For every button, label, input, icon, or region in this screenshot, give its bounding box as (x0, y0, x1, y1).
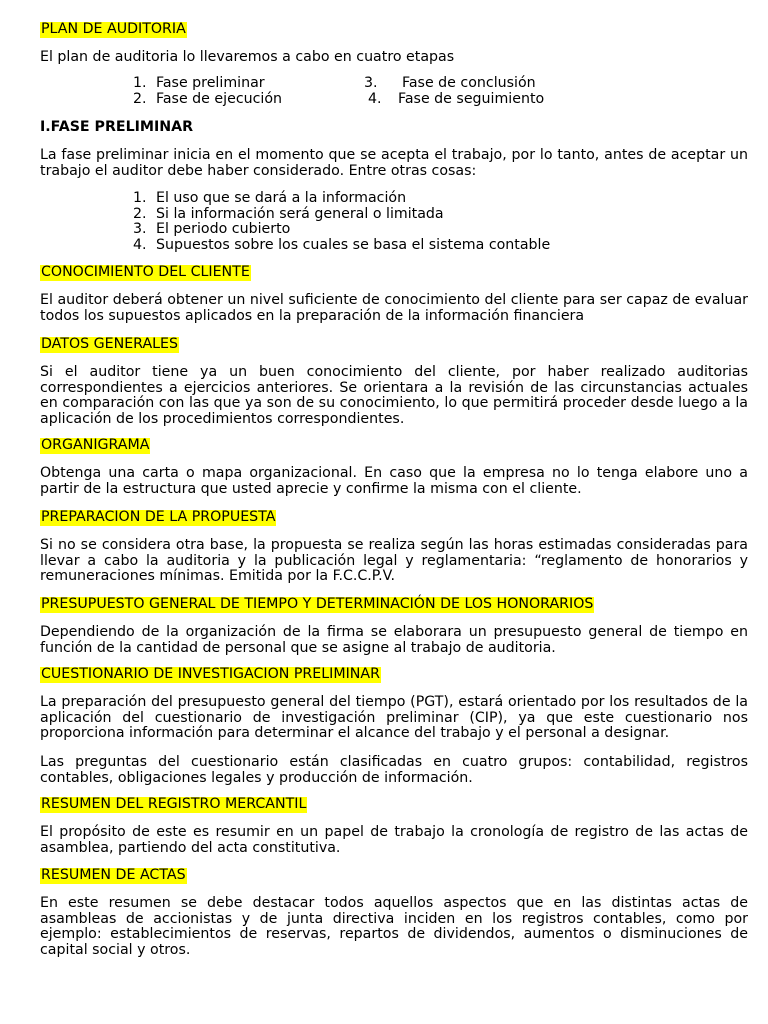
heading-datos: DATOS GENERALES (41, 336, 179, 352)
heading-fase-preliminar: I.FASE PRELIMINAR (40, 119, 194, 135)
heading-registro: RESUMEN DEL REGISTRO MERCANTIL (41, 796, 307, 812)
list-item: 3. El periodo cubierto (133, 221, 291, 238)
list-item: 2. Si la información será general o limitada (133, 205, 444, 222)
stage-num: 2. (133, 90, 147, 107)
stage-num: 3. (364, 75, 378, 91)
datos-text: Si el auditor tiene ya un buen conocimiento del cliente, por haber realizado auditorias correspondientes a ejercicios anteriores. Se orientara a la revisión de las circunstancias actuales en comparación con las que ya son de su conocimiento, lo que permitirá proceder desde luego a la aplicación de los procedimientos correspondientes. (40, 364, 748, 427)
heading-organigrama: ORGANIGRAMA (41, 437, 150, 453)
organigrama-text: Obtenga una carta o mapa organizacional. En caso que la empresa no lo tenga elabore uno a partir de la estructura que usted aprecie y confirme la misma con el cliente. (40, 465, 748, 497)
heading-cuestionario: CUESTIONARIO DE INVESTIGACION PRELIMINAR (41, 666, 380, 682)
preliminar-list (40, 191, 550, 253)
list-item: 4. Supuestos sobre los cuales se basa el sistema contable (133, 236, 551, 253)
fase-preliminar-text: La fase preliminar inicia en el momento que se acepta el trabajo, por lo tanto, antes de aceptar un trabajo el auditor debe haber considerado. Entre otras cosas: (40, 147, 748, 179)
cuestionario-text-1: La preparación del presupuesto general del tiempo (PGT), estará orientado por los resultados de la aplicación del cuestionario de investigación preliminar (CIP), ya que este cuestionario nos proporciona información para determinar el alcance del trabajo y el personal a designar. (40, 694, 748, 742)
stage-label: Fase de conclusión (402, 75, 536, 91)
conocimiento-text: El auditor deberá obtener un nivel suficiente de conocimiento del cliente para ser capaz de evaluar todos los supuestos aplicados en la preparación de la información financiera (40, 292, 748, 324)
heading-conocimiento: CONOCIMIENTO DEL CLIENTE (41, 264, 250, 280)
stage-label: Fase preliminar (156, 75, 265, 91)
heading-propuesta: PREPARACION DE LA PROPUESTA (41, 509, 276, 525)
list-item (40, 92, 748, 108)
list-item (40, 76, 748, 92)
propuesta-text: Si no se considera otra base, la propuesta se realiza según las horas estimadas consideradas para llevar a cabo la auditoria y la publicación legal y reglamentaria: “reglamento de honorarios y remuneraciones mínimas. Emitida por la F.C.C.P.V. (40, 537, 748, 585)
plan-intro: El plan de auditoria lo llevaremos a cabo en cuatro etapas (40, 49, 455, 65)
presupuesto-text: Dependiendo de la organización de la firma se elaborara un presupuesto general de tiempo en función de la cantidad de personal que se asigne al trabajo de auditoria. (40, 624, 748, 656)
heading-plan: PLAN DE AUDITORIA (41, 21, 186, 37)
cuestionario-text-2: Las preguntas del cuestionario están clasificadas en cuatro grupos: contabilidad, registros contables, obligaciones legales y producción de información. (40, 754, 748, 786)
actas-text: En este resumen se debe destacar todos aquellos aspectos que en las distintas actas de asambleas de accionistas y de junta directiva inciden en los registros contables, como por ejemplo: establecimientos de reservas, repartos de dividendos, aumentos o disminuciones de capital social y otros. (40, 895, 748, 958)
list-item: 1. El uso que se dará a la información (133, 190, 407, 206)
stage-num: 1. (133, 75, 147, 91)
registro-text: El propósito de este es resumir en un papel de trabajo la cronología de registro de las actas de asamblea, partiendo del acta constitutiva. (40, 824, 748, 856)
heading-presupuesto: PRESUPUESTO GENERAL DE TIEMPO Y DETERMINACIÓN DE LOS HONORARIOS (41, 596, 594, 612)
stage-label: Fase de seguimiento (398, 90, 545, 107)
heading-actas: RESUMEN DE ACTAS (41, 867, 186, 883)
stages-list (40, 76, 748, 107)
stage-label: Fase de ejecución (156, 90, 283, 107)
stage-num: 4. (368, 90, 382, 107)
